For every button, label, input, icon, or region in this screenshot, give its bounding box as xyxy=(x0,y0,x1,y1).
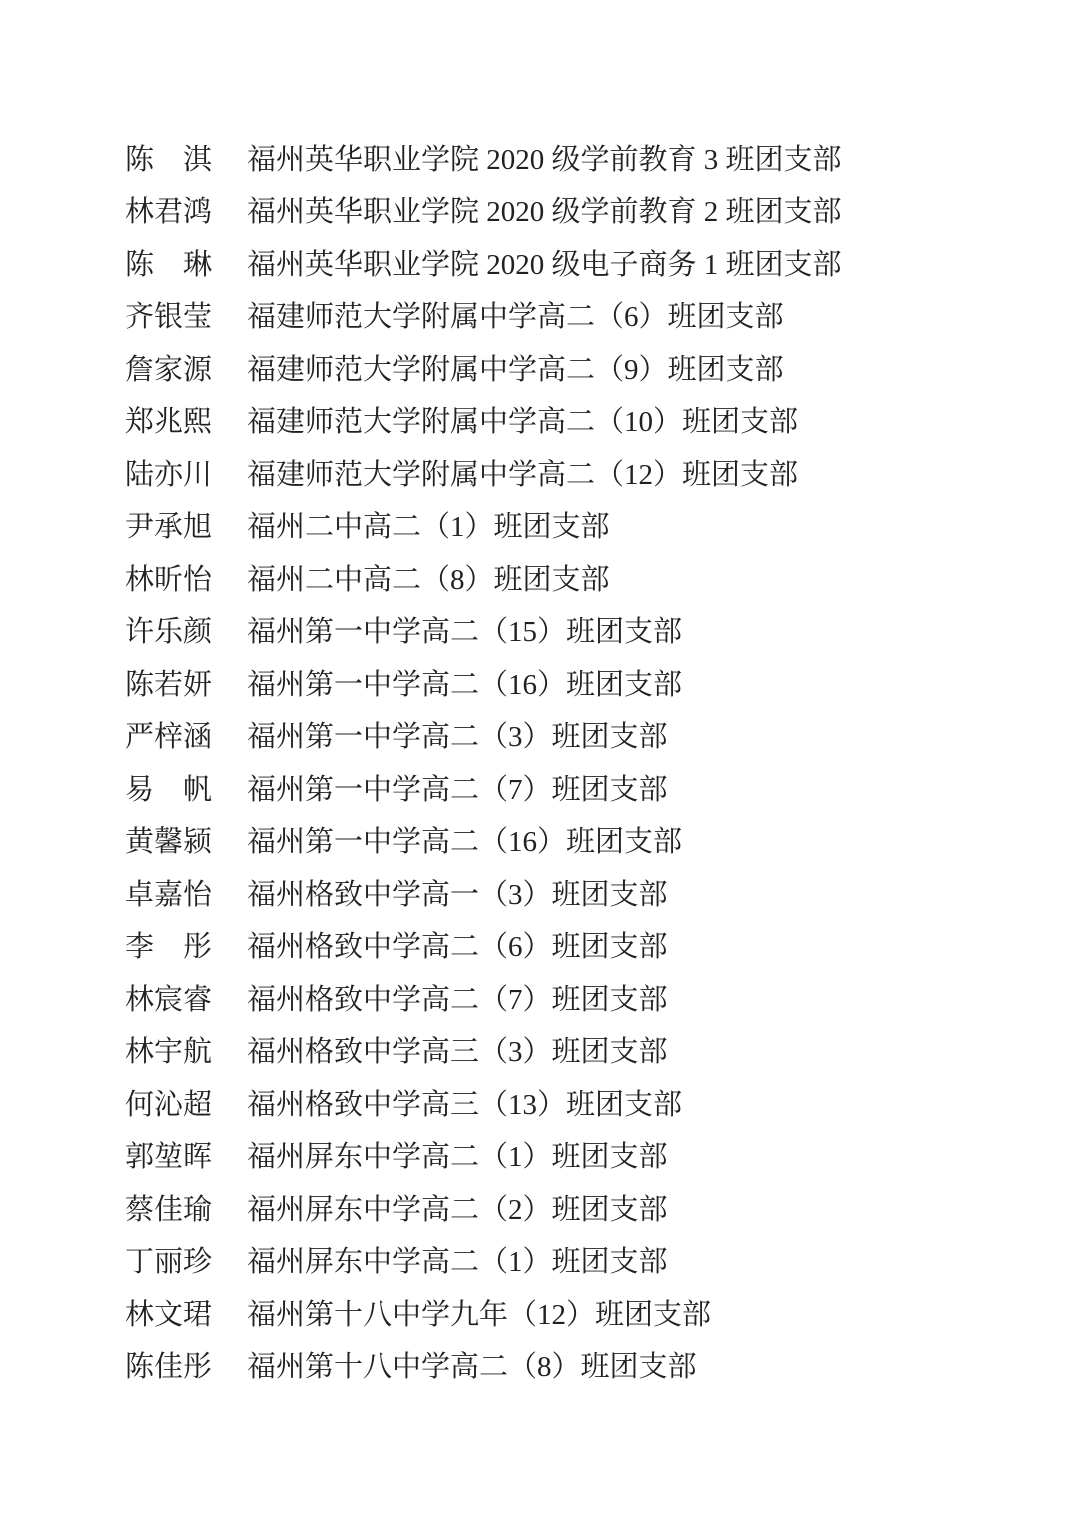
roster-row xyxy=(125,1289,842,1342)
roster-row xyxy=(125,344,842,397)
branch-label: 福州第一中学高二（15）班团支部 xyxy=(247,616,683,649)
roster-row xyxy=(125,1132,842,1185)
member-name: 林文珺 xyxy=(125,1298,213,1331)
roster-row xyxy=(125,922,842,975)
member-name: 黄馨颍 xyxy=(125,826,213,859)
roster-row xyxy=(125,1079,842,1132)
member-name: 何沁超 xyxy=(125,1088,213,1121)
roster-row xyxy=(125,607,842,660)
branch-label: 福建师范大学附属中学高二（9）班团支部 xyxy=(247,353,784,386)
member-name: 丁丽珍 xyxy=(125,1246,213,1279)
branch-label: 福州英华职业学院 2020 级电子商务 1 班团支部 xyxy=(247,248,842,281)
branch-label: 福州第一中学高二（16）班团支部 xyxy=(247,668,683,701)
roster-row xyxy=(125,1184,842,1237)
branch-label: 福州二中高二（8）班团支部 xyxy=(247,563,610,596)
roster-row xyxy=(125,1237,842,1290)
branch-label: 福州第十八中学高二（8）班团支部 xyxy=(247,1351,697,1384)
member-name: 蔡佳瑜 xyxy=(125,1193,213,1226)
roster-row xyxy=(125,659,842,712)
member-name: 尹承旭 xyxy=(125,511,213,544)
member-name: 林昕怡 xyxy=(125,563,213,596)
branch-label: 福州格致中学高三（3）班团支部 xyxy=(247,1036,668,1069)
member-name: 陈若妍 xyxy=(125,668,213,701)
roster-row xyxy=(125,1027,842,1080)
branch-label: 福州第十八中学九年（12）班团支部 xyxy=(247,1298,712,1331)
member-name: 李彤 xyxy=(125,931,212,964)
member-name: 陈琳 xyxy=(125,248,212,281)
roster-row xyxy=(125,449,842,502)
branch-label: 福州屏东中学高二（1）班团支部 xyxy=(247,1246,668,1279)
member-name: 陆亦川 xyxy=(125,458,213,491)
roster-row xyxy=(125,869,842,922)
branch-label: 福州格致中学高二（6）班团支部 xyxy=(247,931,668,964)
branch-label: 福州格致中学高一（3）班团支部 xyxy=(247,878,668,911)
roster-row xyxy=(125,502,842,555)
branch-label: 福建师范大学附属中学高二（12）班团支部 xyxy=(247,458,799,491)
branch-label: 福州屏东中学高二（1）班团支部 xyxy=(247,1141,668,1174)
member-name: 林宸睿 xyxy=(125,983,213,1016)
member-name: 陈佳彤 xyxy=(125,1351,213,1384)
member-name: 郭堃晖 xyxy=(125,1141,213,1174)
roster-row xyxy=(125,292,842,345)
member-name: 卓嘉怡 xyxy=(125,878,213,911)
member-name: 詹家源 xyxy=(125,353,213,386)
member-name: 许乐颜 xyxy=(125,616,213,649)
roster-row xyxy=(125,712,842,765)
roster-row xyxy=(125,239,842,292)
member-name: 齐银莹 xyxy=(125,301,213,334)
roster-row xyxy=(125,187,842,240)
roster-row xyxy=(125,974,842,1027)
branch-label: 福州屏东中学高二（2）班团支部 xyxy=(247,1193,668,1226)
member-name: 严梓涵 xyxy=(125,721,213,754)
branch-label: 福州英华职业学院 2020 级学前教育 3 班团支部 xyxy=(247,143,842,176)
branch-label: 福州英华职业学院 2020 级学前教育 2 班团支部 xyxy=(247,196,842,229)
branch-label: 福州格致中学高二（7）班团支部 xyxy=(247,983,668,1016)
roster-list xyxy=(125,134,842,1394)
roster-row xyxy=(125,1342,842,1395)
branch-label: 福建师范大学附属中学高二（10）班团支部 xyxy=(247,406,799,439)
roster-row xyxy=(125,134,842,187)
branch-label: 福州第一中学高二（16）班团支部 xyxy=(247,826,683,859)
branch-label: 福州第一中学高二（3）班团支部 xyxy=(247,721,668,754)
member-name: 陈淇 xyxy=(125,143,212,176)
member-name: 林宇航 xyxy=(125,1036,213,1069)
branch-label: 福州第一中学高二（7）班团支部 xyxy=(247,773,668,806)
roster-row xyxy=(125,554,842,607)
roster-row xyxy=(125,817,842,870)
roster-row xyxy=(125,764,842,817)
member-name: 易帆 xyxy=(125,773,212,806)
roster-row xyxy=(125,397,842,450)
member-name: 林君鸿 xyxy=(125,196,213,229)
branch-label: 福州二中高二（1）班团支部 xyxy=(247,511,610,544)
branch-label: 福州格致中学高三（13）班团支部 xyxy=(247,1088,683,1121)
branch-label: 福建师范大学附属中学高二（6）班团支部 xyxy=(247,301,784,334)
member-name: 郑兆熙 xyxy=(125,406,213,439)
